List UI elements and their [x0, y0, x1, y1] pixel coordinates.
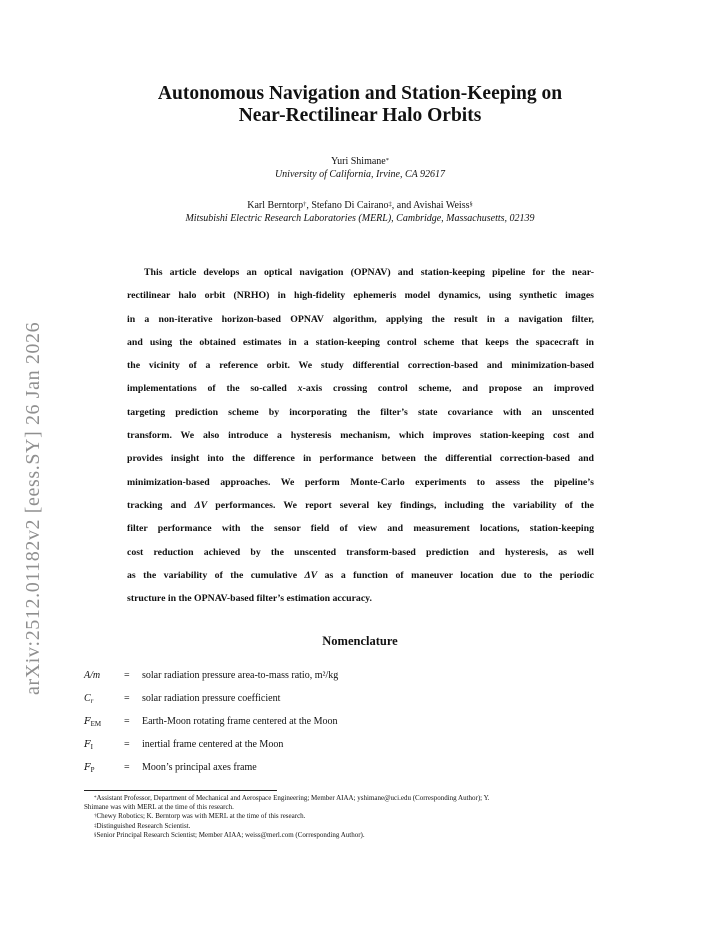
- footnote: ‡Distinguished Research Scientist.: [94, 821, 191, 830]
- nomenclature-equals: =: [124, 762, 130, 773]
- nomenclature-equals: =: [124, 716, 130, 727]
- arxiv-id: arXiv:2512.01182v2 [eess.SY] 26 Jan 2026: [22, 321, 44, 695]
- abstract-line: structure in the OPNAV-based filter’s estimation accuracy.: [127, 593, 372, 605]
- nomenclature-definition: solar radiation pressure coefficient: [142, 693, 281, 704]
- footnote: Shimane was with MERL at the time of this research.: [84, 803, 234, 812]
- footnote: *Assistant Professor, Department of Mechanical and Aerospace Engineering; Member AIAA; yshimane@uci.edu (Corresponding Author); Y.: [94, 794, 490, 802]
- nomenclature-symbol: A/m: [84, 670, 101, 681]
- abstract-line: in a non-iterative horizon-based OPNAV algorithm, applying the result in a navigation filter,: [127, 313, 594, 325]
- footnotes: [84, 794, 644, 840]
- abstract-line: rectilinear halo orbit (NRHO) in high-fidelity ephemeris model dynamics, using synthetic images: [127, 290, 594, 302]
- nomenclature-list: [84, 670, 584, 785]
- author-conjunction: , and: [391, 200, 414, 211]
- paper-title: [0, 83, 720, 127]
- abstract-line: transform. We also introduce a hysteresis mechanism, which improves station-keeping cost and: [127, 430, 594, 442]
- abstract-line: minimization-based approaches. We perform Monte-Carlo experiments to assess the pipeline’s: [127, 476, 594, 488]
- nomenclature-definition: Moon’s principal axes frame: [142, 762, 257, 773]
- footnote: †Chewy Robotics; K. Berntorp was with MERL at the time of this research.: [94, 812, 306, 821]
- nomenclature-definition: solar radiation pressure area-to-mass ratio, m²/kg: [142, 670, 339, 681]
- nomenclature-symbol: $F_{EM}$: [84, 716, 102, 728]
- nomenclature-item: [84, 670, 584, 693]
- abstract-line: provides insight into the difference in performance between the differential correction-based and: [127, 453, 594, 465]
- author-mark: *: [385, 157, 389, 164]
- title-line-2: Near-Rectilinear Halo Orbits: [238, 105, 482, 126]
- nomenclature-definition: Earth-Moon rotating frame centered at the Moon: [142, 716, 338, 727]
- author-name: Stefano Di Cairano: [311, 200, 389, 211]
- author-name: Karl Berntorp: [247, 200, 304, 211]
- author-names: Karl Berntorp†, Stefano Di Cairano‡, and Avishai Weiss§: [247, 200, 473, 211]
- abstract-line: tracking and ΔV performances. We report several key findings, including the variability of the: [127, 499, 594, 511]
- author-mark: §: [469, 201, 473, 208]
- author-name: Yuri Shimane: [331, 156, 386, 167]
- abstract-line: the vicinity of a reference orbit. We study differential correction-based and minimization-based: [127, 360, 594, 372]
- abstract-line: implementations of the so-called x-axis crossing control scheme, and propose an improved: [127, 383, 594, 395]
- author-affiliation: University of California, Irvine, CA 92617: [274, 169, 446, 180]
- nomenclature-equals: =: [124, 739, 130, 750]
- author-group-2: [0, 199, 720, 225]
- abstract-line: as the variability of the cumulative ΔV as a function of maneuver location due to the periodic: [127, 569, 595, 581]
- nomenclature-item: [84, 716, 584, 739]
- abstract-line: targeting prediction scheme by incorporating the filter’s state covariance with an unscented: [127, 406, 594, 418]
- author-group-1: [0, 155, 720, 181]
- author-mark: ‡: [388, 201, 392, 208]
- nomenclature-equals: =: [124, 693, 130, 704]
- nomenclature-item: [84, 693, 584, 716]
- title-line-1: Autonomous Navigation and Station-Keeping on: [157, 83, 563, 104]
- footnote-rule: [84, 790, 277, 791]
- nomenclature-symbol: $C_r$: [84, 693, 94, 705]
- author-name: Avishai Weiss: [413, 200, 470, 211]
- nomenclature-heading: Nomenclature: [322, 634, 398, 648]
- nomenclature-equals: =: [124, 670, 130, 681]
- abstract-line: This article develops an optical navigation (OPNAV) and station-keeping pipeline for the near-: [144, 267, 594, 278]
- nomenclature-symbol: $F_I$: [84, 739, 93, 751]
- footnote: §Senior Principal Research Scientist; Member AIAA; weiss@merl.com (Corresponding Author).: [94, 830, 365, 839]
- abstract-line: cost reduction achieved by the unscented transform-based prediction and hysteresis, as well: [127, 546, 594, 558]
- abstract: [127, 261, 594, 610]
- nomenclature-item: [84, 762, 584, 785]
- arxiv-stamp: [22, 255, 44, 695]
- nomenclature-symbol: $F_P$: [84, 762, 95, 774]
- abstract-line: and using the obtained estimates in a station-keeping control scheme that keeps the spacecraft in: [127, 336, 594, 348]
- author-names: [0, 155, 720, 168]
- nomenclature-definition: inertial frame centered at the Moon: [142, 739, 284, 750]
- author-affiliation: Mitsubishi Electric Research Laboratories (MERL), Cambridge, Massachusetts, 02139: [185, 213, 535, 224]
- author-mark: †: [303, 201, 307, 208]
- abstract-line: filter performance with the sensor field of view and measurement locations, station-keeping: [127, 523, 594, 535]
- nomenclature-item: [84, 739, 584, 762]
